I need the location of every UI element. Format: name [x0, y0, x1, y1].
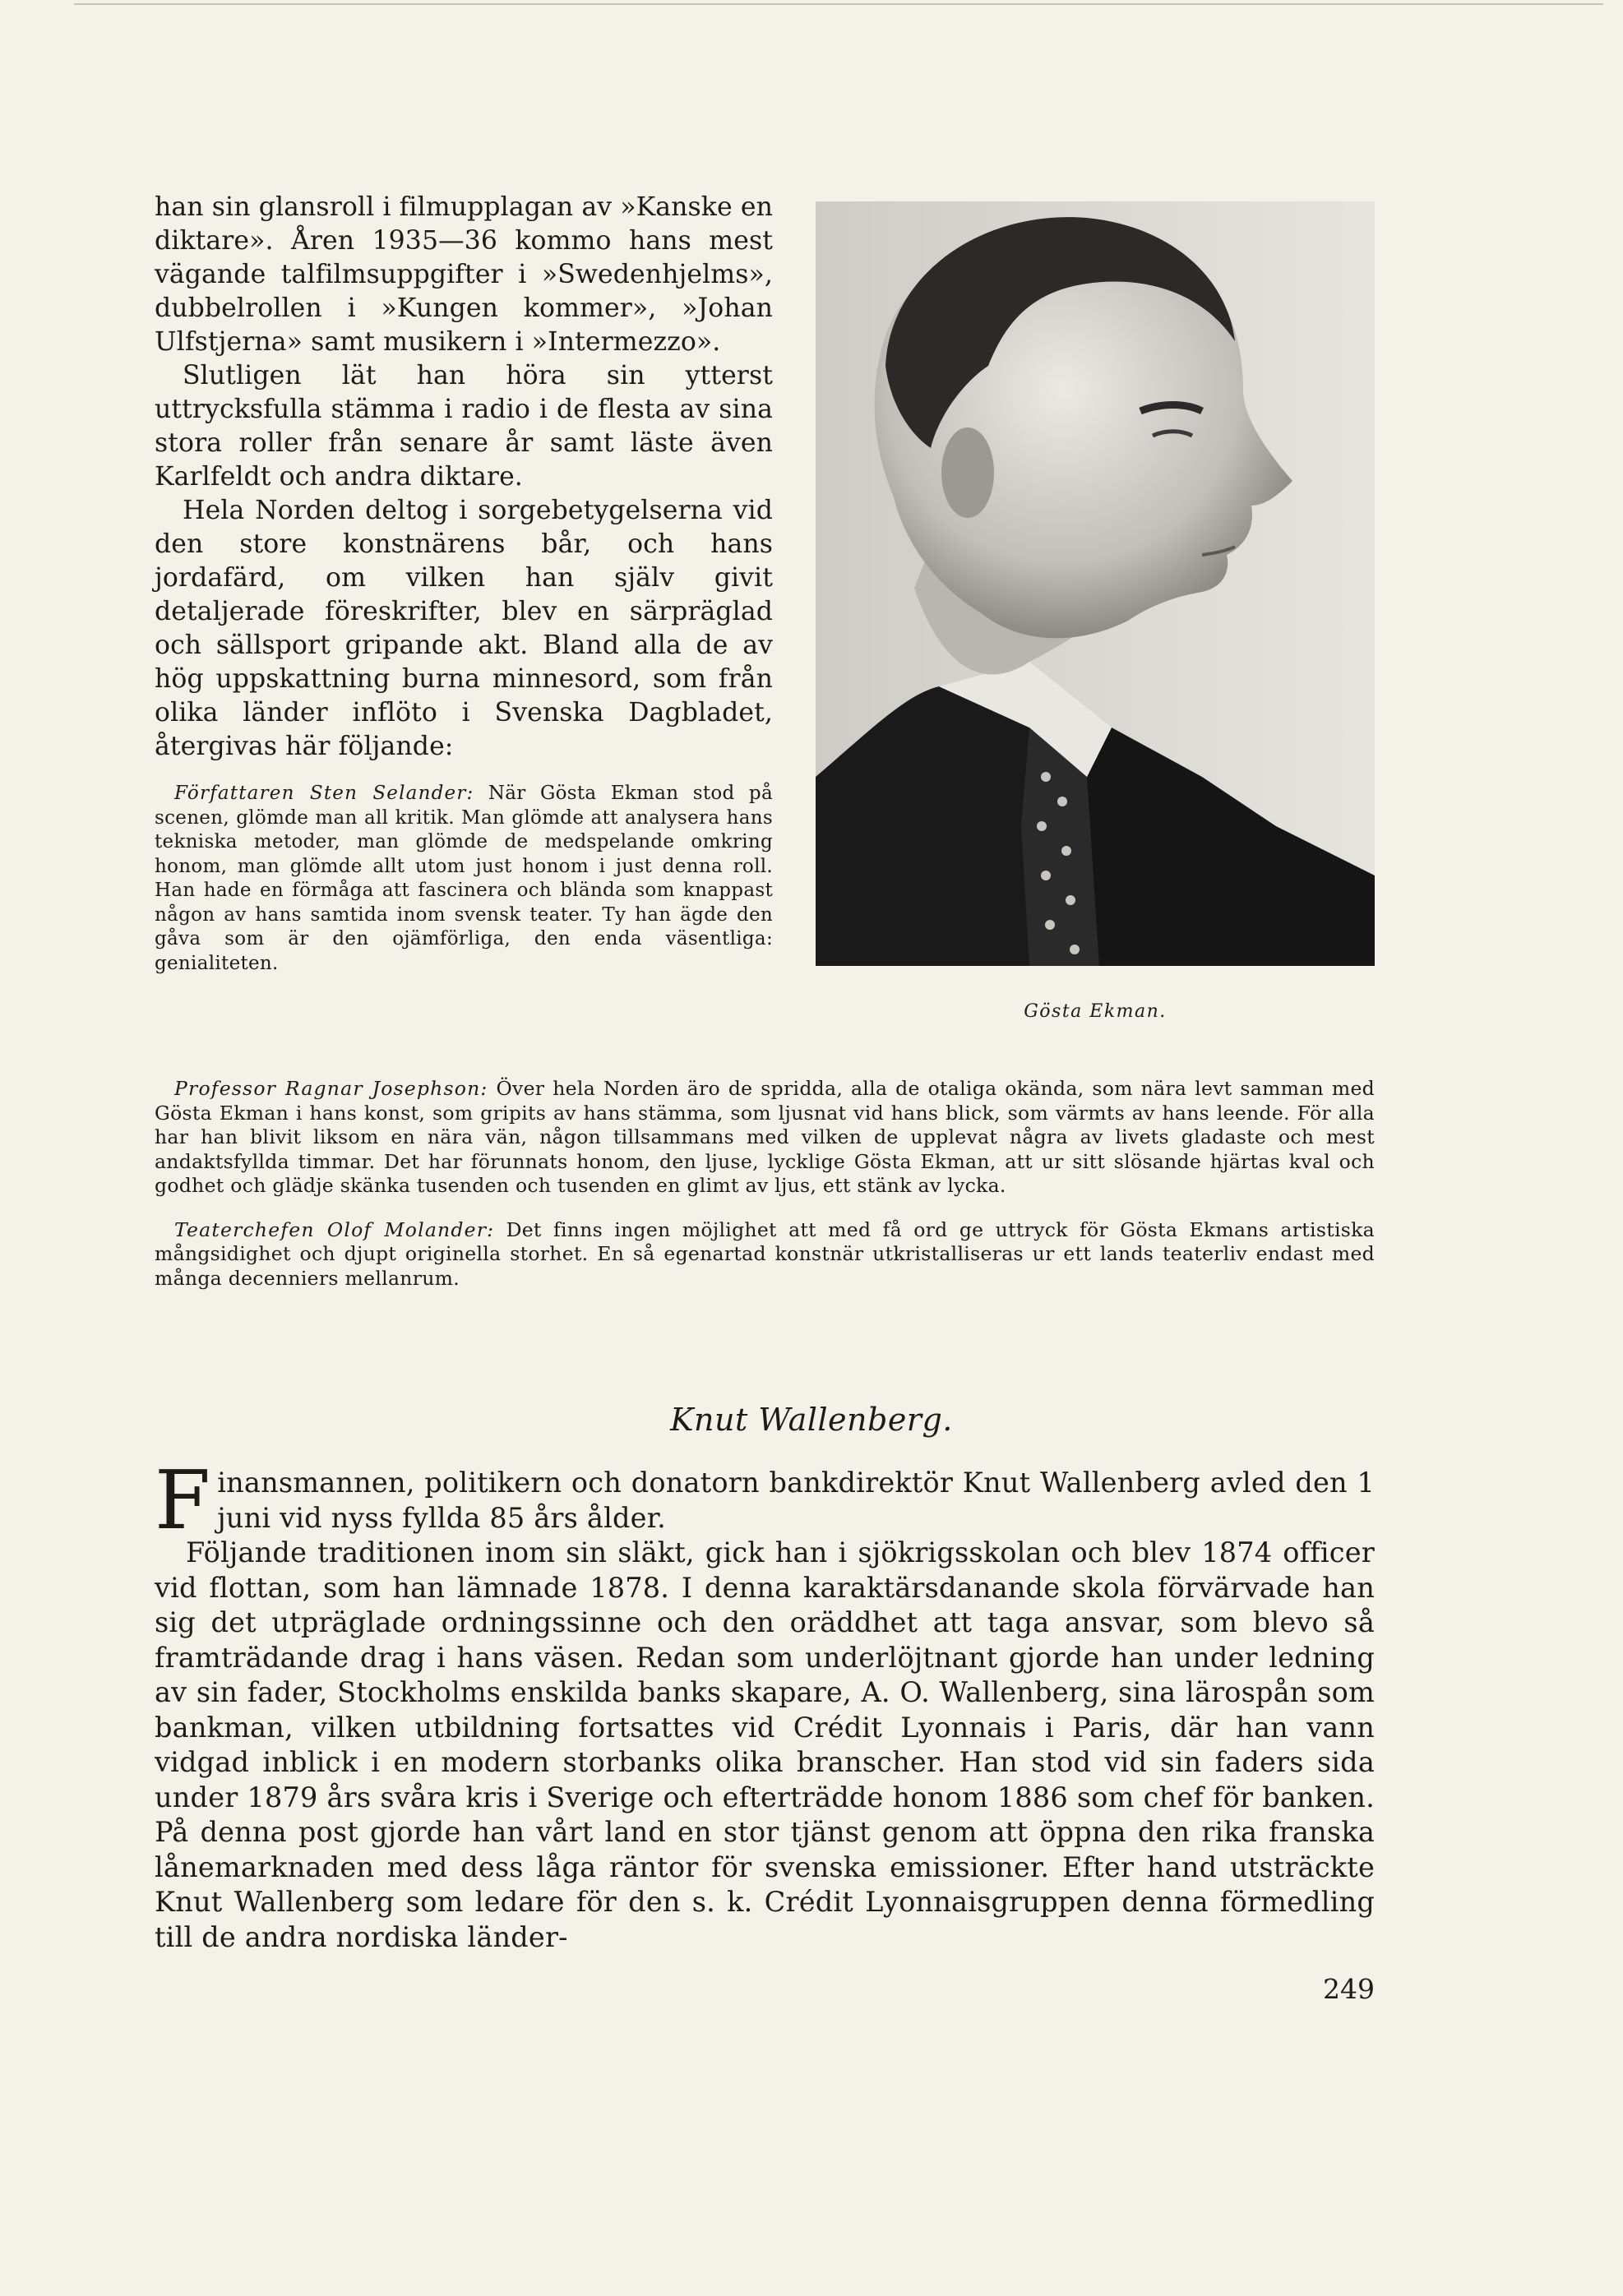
top-rule: [74, 3, 1603, 5]
quote-speaker: Professor Ragnar Josephson:: [174, 1077, 488, 1100]
quote-text: När Gösta Ekman stod på scenen, glömde man all kritik. Man glömde att analysera hans tekniska metoder, man glömde de medspelande omkring honom, man glömde allt utom just honom i just denna roll. Han hade en förmåga att fascinera och blända som knappast någon av hans samtida inom svensk teater. Ty han ägde den gåva som är den ojämförliga, den enda väsentliga: genialiteten.: [155, 783, 773, 974]
body-paragraph-2: Slutligen lät han höra sin ytterst uttrycksfulla stämma i radio i de flesta av sina stora roller från senare år samt läste även Karlfeldt och andra diktare.: [155, 361, 773, 492]
left-column: [155, 191, 773, 976]
tribute-quote-selander: [155, 782, 773, 976]
tribute-quote-molander: [155, 1218, 1375, 1291]
section-paragraph-2: Följande traditionen inom sin släkt, gick han i sjökrigsskolan och blev 1874 officer vid flottan, som han lämnade 1878. I denna karaktärsdanande skola förvärvade han sig det utpräglade ordningssinne och den oräddhet att taga ansvar, som blevo så framträdande drag i hans väsen. Redan som underlöjtnant gjorde han under ledning av sin fader, Stockholms enskilda banks skapare, A. O. Wallenberg, sina lärospån som bankman, vilken utbildning fortsattes vid Crédit Lyonnais i Paris, där han vann vidgad inblick i en modern storbanks olika branscher. Han stod vid sin faders sida under 1879 års svåra kris i Sverige och efterträdde honom 1886 som chef för banken. På denna post gjorde han vårt land en stor tjänst genom att öppna den rika franska lånemarknaden med dess låga räntor för svenska emissioner. Efter hand utsträckte Knut Wallenberg som ledare för den s. k. Crédit Lyonnaisgruppen denna förmedling till de andra nordiska länder-: [155, 1536, 1375, 1953]
quote-text: Det finns ingen möjlighet att med få ord ge uttryck för Gösta Ekmans artistiska mångsidighet och djupt originella storhet. En så egenartad konstnär utkristalliseras ur ett lands teaterliv endast med många decenniers mellanrum.: [155, 1217, 1375, 1290]
section-paragraph-1: [155, 1454, 1375, 1548]
tribute-quotes: [155, 1077, 1375, 1291]
body-paragraph-1: han sin glansroll i filmupplagan av »Kanske en diktare». Åren 1935—36 kommo hans mest vägande talfilmsuppgifter i »Swedenhjelms», dubbelrollen i »Kungen kommer», »Johan Ulfstjerna» samt musikern i »Intermezzo».: [155, 192, 773, 357]
quote-speaker: Teaterchefen Olof Molander:: [174, 1217, 495, 1241]
section-paragraph-1-text: inansmannen, politikern och donatorn bankdirektör Knut Wallenberg avled den 1 juni vid nyss fyllda 85 års ålder.: [217, 1467, 1375, 1534]
quote-text: Över hela Norden äro de spridda, alla de otaliga okända, som nära levt samman med Gösta Ekman i hans konst, som gripits av hans stämma, som ljusnat vid hans blick, som värmts av hans leende. För alla har han blivit liksom en nära vän, någon tillsammans med vilken de upplevat några av livets gladaste och mest andaktsfyllda timmar. Det har förunnats honom, den ljuse, lycklige Gösta Ekman, att ur sitt slösande hjärtas kval och godhet och glädje skänka tusenden och tusenden en glimt av ljus, ett stänk av lycka.: [155, 1077, 1375, 1197]
photo-caption: Gösta Ekman.: [1024, 1001, 1167, 1022]
page-number: 249: [1323, 1973, 1375, 2005]
drop-cap: F: [155, 1454, 211, 1548]
section-title: Knut Wallenberg.: [670, 1402, 953, 1438]
portrait-image: [816, 201, 1375, 966]
tribute-quote-josephson: [155, 1077, 1375, 1199]
body-paragraph-3: Hela Norden deltog i sorgebetygelserna vid den store konstnärens bår, och hans jordafärd, om vilken han själv givit detaljerade föreskrifter, blev en särpräglad och sällsport gripande akt. Bland alla de av hög uppskattning burna minnesord, som från olika länder inflöto i Svenska Dagbladet, återgivas här följande:: [155, 496, 773, 761]
section-body: [155, 1454, 1375, 1955]
quote-speaker: Författaren Sten Selander:: [174, 783, 474, 804]
portrait-photo: [816, 201, 1375, 966]
